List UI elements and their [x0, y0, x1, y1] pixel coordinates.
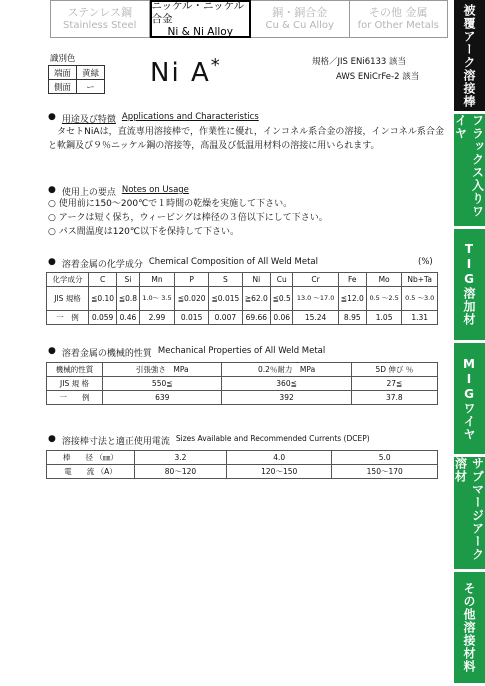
- tab-label-en: Stainless Steel: [63, 20, 137, 31]
- id-cell: 端面: [49, 66, 77, 80]
- table-row: [47, 287, 438, 311]
- table-cell: ≦0.5: [270, 287, 293, 311]
- table-cell: 15.24: [293, 311, 338, 325]
- product-mark: *: [210, 55, 222, 76]
- table-cell: ≦0.020: [175, 287, 209, 311]
- table-cell: P: [175, 273, 209, 287]
- table-cell: C: [89, 273, 117, 287]
- table-cell: Nb+Ta: [402, 273, 438, 287]
- table-cell: 3.2: [135, 451, 227, 465]
- tab-stainless-steel[interactable]: [50, 0, 150, 38]
- chemical-table: [46, 272, 438, 325]
- section-title-jp: 溶接棒寸法と適正使用電流: [61, 437, 170, 447]
- mechanical-table: [46, 362, 438, 405]
- table-cell: 0.46: [117, 311, 140, 325]
- tab-label-en: Ni & Ni Alloy: [167, 25, 233, 38]
- id-color-label: 識別色: [50, 54, 76, 64]
- bullet-icon: ●: [48, 112, 56, 122]
- section-title-en: Notes on Usage: [121, 185, 189, 195]
- table-cell: 1.31: [402, 311, 438, 325]
- table-cell: S: [209, 273, 243, 287]
- product-name: Ni A: [150, 58, 211, 88]
- table-cell: [293, 287, 338, 311]
- sidebar-item-mig-wire[interactable]: MIGワイヤ: [454, 343, 485, 457]
- section-title-en: Chemical Composition of All Weld Metal: [148, 257, 318, 267]
- table-cell: Mo: [366, 273, 402, 287]
- table-cell: 120〜150: [226, 465, 332, 479]
- table-row: [47, 377, 438, 391]
- chemical-heading: [48, 257, 318, 270]
- table-cell: 0.059: [89, 311, 117, 325]
- table-cell: Cu: [270, 273, 293, 287]
- id-cell: 側面: [49, 80, 77, 94]
- tab-label-jp: ステンレス鋼: [67, 6, 133, 19]
- table-cell: JIS 規格: [47, 287, 89, 311]
- usage-note: ○ 使用前に150〜200℃で１時間の乾燥を実施して下さい。: [48, 199, 293, 209]
- table-cell: [402, 287, 438, 311]
- cell-text: 0.5 〜2.5: [369, 294, 399, 302]
- cell-text: 13.0 〜17.0: [296, 294, 335, 302]
- product-sidebar: [454, 0, 485, 686]
- sidebar-item-submerged-arc[interactable]: サブマージアーク溶材: [454, 457, 485, 571]
- table-cell: 1.05: [366, 311, 402, 325]
- table-cell: [139, 287, 175, 311]
- sidebar-item-flux-cored-wire[interactable]: フラックス入りワイヤ: [454, 114, 485, 228]
- category-tabs: [50, 0, 448, 38]
- mechanical-heading: [48, 346, 325, 359]
- table-row: [47, 465, 438, 479]
- table-cell: 550≦: [103, 377, 222, 391]
- table-header-row: [47, 451, 438, 465]
- table-cell: Si: [117, 273, 140, 287]
- table-cell: Ni: [242, 273, 270, 287]
- usage-note: ○ アークは短く保ち，ウィービングは棒径の３倍以下にして下さい。: [48, 213, 328, 223]
- table-cell: 0.2％耐力 MPa: [222, 363, 351, 377]
- table-cell: ≦0.10: [89, 287, 117, 311]
- section-title-jp: 使用上の要点: [61, 188, 116, 198]
- unit-label: (%): [418, 257, 433, 267]
- table-cell: Cr: [293, 273, 338, 287]
- table-cell: 639: [103, 391, 222, 405]
- tab-label-en: for Other Metals: [357, 20, 439, 31]
- table-cell: 5D 伸び ％: [351, 363, 437, 377]
- table-cell: [366, 287, 402, 311]
- table-cell: Fe: [338, 273, 366, 287]
- table-row: [47, 391, 438, 405]
- table-cell: 化学成分: [47, 273, 89, 287]
- table-cell: 一 例: [47, 311, 89, 325]
- table-cell: 80〜120: [135, 465, 227, 479]
- table-cell: 8.95: [338, 311, 366, 325]
- table-cell: JIS 規 格: [47, 377, 103, 391]
- section-title-en: Sizes Available and Recommended Currents (DCEP): [175, 434, 370, 443]
- section-title-en: Applications and Characteristics: [121, 112, 259, 122]
- table-cell: 0.007: [209, 311, 243, 325]
- table-cell: ≦0.015: [209, 287, 243, 311]
- tab-label-en: Cu & Cu Alloy: [265, 20, 334, 31]
- sizes-table: [46, 450, 438, 479]
- bullet-icon: ●: [48, 434, 56, 444]
- tab-label-jp: 銅・銅合金: [272, 6, 328, 19]
- table-header-row: [47, 273, 438, 287]
- table-cell: 機械的性質: [47, 363, 103, 377]
- sidebar-item-covered-electrode[interactable]: 被覆アーク溶接棒: [454, 0, 485, 114]
- id-cell: ー: [77, 80, 105, 94]
- table-cell: 392: [222, 391, 351, 405]
- section-title-jp: 用途及び特徴: [61, 115, 116, 125]
- usage-heading: [48, 185, 189, 198]
- spec-aws: AWS ENiCrFe-2 該当: [336, 72, 420, 82]
- table-header-row: [47, 363, 438, 377]
- bullet-icon: ●: [48, 185, 56, 195]
- section-title-en: Mechanical Properties of All Weld Metal: [157, 346, 326, 356]
- section-title-jp: 溶着金属の機械的性質: [61, 349, 152, 359]
- product-title: [150, 55, 222, 88]
- id-color-table: [48, 65, 105, 94]
- table-cell: ≧62.0: [242, 287, 270, 311]
- table-cell: 引張強さ MPa: [103, 363, 222, 377]
- applications-heading: [48, 112, 259, 125]
- bullet-icon: ●: [48, 346, 56, 356]
- table-cell: 0.015: [175, 311, 209, 325]
- sizes-heading: [48, 434, 370, 447]
- bullet-icon: ●: [48, 257, 56, 267]
- table-cell: 0.06: [270, 311, 293, 325]
- applications-text: タセトNiAは，直流専用溶接棒で，作業性に優れ，インコネル系合金の溶接，インコネル系合金と軟鋼及び９％ニッケル鋼の溶接等，高温及び低温用材料の溶接に用いられます。: [48, 127, 444, 151]
- table-cell: 4.0: [226, 451, 332, 465]
- table-cell: 150〜170: [332, 465, 438, 479]
- table-cell: 5.0: [332, 451, 438, 465]
- tab-ni-alloy[interactable]: [150, 0, 252, 38]
- tab-other-metals[interactable]: [350, 0, 449, 38]
- section-title-jp: 溶着金属の化学成分: [61, 260, 143, 270]
- tab-cu-alloy[interactable]: [251, 0, 350, 38]
- sidebar-item-tig-filler[interactable]: TIG溶加材: [454, 229, 485, 343]
- spec-jis: 規格／JIS ENi6133 該当: [312, 57, 407, 67]
- tab-label-jp: その他 金属: [369, 6, 428, 19]
- cell-text: 1.0〜 3.5: [142, 294, 172, 302]
- usage-note: ○ パス間温度は120℃以下を保持して下さい。: [48, 227, 240, 237]
- table-cell: 360≦: [222, 377, 351, 391]
- table-row: [47, 311, 438, 325]
- sidebar-item-other-materials[interactable]: その他溶接材料: [454, 572, 485, 686]
- table-cell: ≦0.8: [117, 287, 140, 311]
- table-cell: Mn: [139, 273, 175, 287]
- id-cell: 黄緑: [77, 66, 105, 80]
- table-cell: ≦12.0: [338, 287, 366, 311]
- table-cell: 棒 径 （㎜）: [47, 451, 135, 465]
- cell-text: 0.5 〜3.0: [405, 294, 435, 302]
- table-cell: 一 例: [47, 391, 103, 405]
- table-cell: 69.66: [242, 311, 270, 325]
- table-cell: 27≦: [351, 377, 437, 391]
- tab-label-jp: ニッケル・ニッケル合金: [151, 0, 245, 25]
- table-cell: 2.99: [139, 311, 175, 325]
- table-cell: 37.8: [351, 391, 437, 405]
- table-cell: 電 流 （A）: [47, 465, 135, 479]
